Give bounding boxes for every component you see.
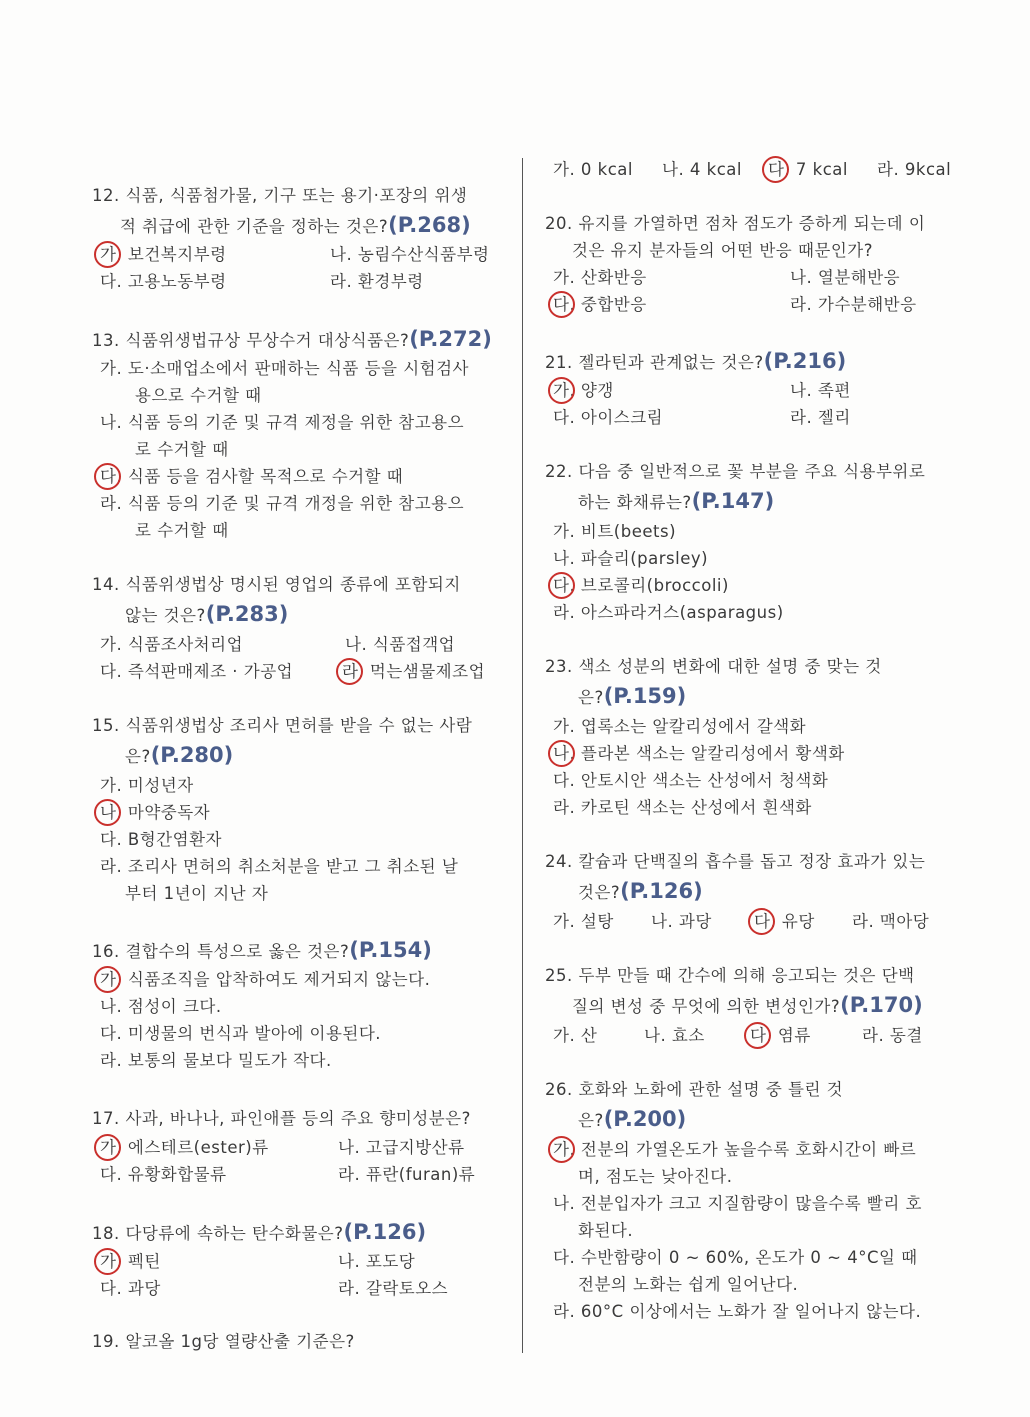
page-ref: (P.200) — [603, 1107, 687, 1131]
option: 나. 점성이 크다. — [100, 997, 222, 1016]
question-text: 21. 젤라틴과 관계없는 것은?(P.216) — [545, 349, 847, 373]
option: 라. 카로틴 색소는 산성에서 흰색화 — [553, 798, 812, 817]
question-text: 14. 식품위생법상 명시된 영업의 종류에 포함되지 — [92, 575, 461, 594]
option-cont: 로 수거할 때 — [135, 440, 229, 459]
option: 라. 아스파라거스(asparagus) — [553, 603, 784, 622]
page-ref: (P.159) — [603, 684, 687, 708]
question-text-cont: 하는 화채류는?(P.147) — [578, 489, 775, 513]
question-text: 16. 결합수의 특성으로 옳은 것은?(P.154) — [92, 938, 432, 962]
page-ref: (P.280) — [150, 743, 234, 767]
page-ref: (P.147) — [691, 489, 775, 513]
option: 나. 전분입자가 크고 지질함량이 많을수록 빨리 호 — [553, 1194, 922, 1213]
option-cont: 용으로 수거할 때 — [135, 386, 262, 405]
option: 다. 과당 — [100, 1279, 161, 1298]
option: 나. 족편 — [790, 381, 851, 400]
option: 가. 보건복지부령 — [100, 245, 227, 264]
option: 라. 동결 — [862, 1026, 923, 1045]
answer-circle — [94, 463, 121, 490]
question-text-cont: 은?(P.159) — [578, 684, 687, 708]
question-text: 19. 알코올 1g당 열량산출 기준은? — [92, 1332, 355, 1351]
option: 가. 산화반응 — [553, 268, 647, 287]
option: 나. 4 kcal — [662, 160, 742, 179]
option: 다. 즉석판매제조 · 가공업 — [100, 662, 294, 681]
option: 나. 과당 — [651, 912, 712, 931]
question-text: 25. 두부 만들 때 간수에 의해 응고되는 것은 단백 — [545, 966, 915, 985]
option: 가. 펙틴 — [100, 1252, 161, 1271]
option: 가. 식품조사처리업 — [100, 635, 244, 654]
option-cont: 로 수거할 때 — [135, 521, 229, 540]
option: 가. 엽록소는 알칼리성에서 갈색화 — [553, 717, 807, 736]
option: 다. 유황화합물류 — [100, 1165, 227, 1184]
option: 다. 안토시안 색소는 산성에서 청색화 — [553, 771, 829, 790]
question-text-cont: 것은 유지 분자들의 어떤 반응 때문인가? — [572, 241, 874, 260]
question-text-cont: 질의 변성 중 무엇에 의한 변성인가?(P.170) — [572, 993, 923, 1017]
option-cont: 전분의 노화는 쉽게 일어난다. — [578, 1275, 799, 1294]
page-ref: (P.154) — [349, 938, 432, 962]
answer-circle — [548, 1136, 575, 1163]
option: 다. 유당 — [754, 912, 815, 931]
option-cont: 화된다. — [578, 1221, 634, 1240]
question-text: 22. 다음 중 일반적으로 꽃 부분을 주요 식용부위로 — [545, 462, 926, 481]
question-text-cont: 것은?(P.126) — [578, 879, 703, 903]
question-text-cont: 적 취급에 관한 기준을 정하는 것은?(P.268) — [120, 213, 471, 237]
page-ref: (P.283) — [205, 602, 289, 626]
answer-circle — [94, 1248, 121, 1275]
option: 가. 식품조직을 압착하여도 제거되지 않는다. — [100, 970, 431, 989]
answer-circle — [94, 241, 121, 268]
option: 나. 식품 등의 기준 및 규격 제정을 위한 참고용으 — [100, 413, 465, 432]
option: 라. 9kcal — [877, 160, 952, 179]
answer-circle — [94, 799, 121, 826]
option: 라. 조리사 면허의 취소처분을 받고 그 취소된 날 — [100, 857, 459, 876]
page-ref: (P.272) — [409, 327, 492, 351]
option: 나. 플라본 색소는 알칼리성에서 황색화 — [553, 744, 845, 763]
question-text-cont: 은?(P.200) — [578, 1107, 687, 1131]
option: 나. 농림수산식품부령 — [330, 245, 490, 264]
option: 나. 파슬리(parsley) — [553, 549, 709, 568]
option: 다. 중합반응 — [553, 295, 647, 314]
option: 다. 브로콜리(broccoli) — [553, 576, 729, 595]
option: 나. 마약중독자 — [100, 803, 211, 822]
option: 라. 60°C 이상에서는 노화가 잘 일어나지 않는다. — [553, 1302, 922, 1321]
option: 다. 염류 — [750, 1026, 811, 1045]
option: 다. 식품 등을 검사할 목적으로 수거할 때 — [100, 467, 404, 486]
option: 나. 포도당 — [338, 1252, 416, 1271]
question-text: 23. 색소 성분의 변화에 대한 설명 중 맞는 것 — [545, 657, 882, 676]
answer-circle — [548, 572, 575, 599]
option: 가. 전분의 가열온도가 높을수록 호화시간이 빠르 — [553, 1140, 917, 1159]
question-text-cont: 은?(P.280) — [125, 743, 234, 767]
page-ref: (P.126) — [343, 1220, 427, 1244]
page-ref: (P.126) — [620, 879, 703, 903]
option: 가. 에스테르(ester)류 — [100, 1138, 269, 1157]
answer-circle — [744, 1022, 771, 1049]
option: 라. 식품 등의 기준 및 규격 개정을 위한 참고용으 — [100, 494, 465, 513]
option: 라. 갈락토오스 — [338, 1279, 449, 1298]
question-text: 20. 유지를 가열하면 점차 점도가 증하게 되는데 이 — [545, 214, 926, 233]
question-text: 26. 호화와 노화에 관한 설명 중 틀린 것 — [545, 1080, 844, 1099]
question-text: 17. 사과, 바나나, 파인애플 등의 주요 향미성분은? — [92, 1109, 471, 1128]
answer-circle — [94, 1134, 121, 1161]
option: 라. 젤리 — [790, 408, 851, 427]
option: 가. 산 — [553, 1026, 598, 1045]
answer-circle — [548, 291, 575, 318]
page-ref: (P.268) — [388, 213, 471, 237]
question-text: 15. 식품위생법상 조리사 면허를 받을 수 없는 사람 — [92, 716, 473, 735]
option: 라. 맥아당 — [852, 912, 930, 931]
option: 라. 보통의 물보다 밀도가 작다. — [100, 1051, 332, 1070]
option: 라. 퓨란(furan)류 — [338, 1165, 476, 1184]
answer-circle — [748, 908, 775, 935]
option: 가. 설탕 — [553, 912, 614, 931]
question-text: 18. 다당류에 속하는 탄수화물은?(P.126) — [92, 1220, 427, 1244]
answer-circle — [94, 966, 121, 993]
answer-circle — [762, 156, 789, 183]
answer-circle — [548, 377, 575, 404]
question-text: 24. 칼슘과 단백질의 흡수를 돕고 정장 효과가 있는 — [545, 852, 926, 871]
question-text: 13. 식품위생법규상 무상수거 대상식품은?(P.272) — [92, 327, 492, 351]
option-cont: 며, 점도는 낮아진다. — [578, 1167, 733, 1186]
option: 나. 열분해반응 — [790, 268, 901, 287]
answer-circle — [336, 658, 363, 685]
option: 라. 가수분해반응 — [790, 295, 917, 314]
question-text: 12. 식품, 식품첨가물, 기구 또는 용기·포장의 위생 — [92, 186, 468, 205]
page-ref: (P.170) — [840, 993, 923, 1017]
column-divider — [522, 158, 523, 1353]
option: 다. 아이스크림 — [553, 408, 664, 427]
option: 다. 미생물의 번식과 발아에 이용된다. — [100, 1024, 382, 1043]
option: 나. 식품접객업 — [345, 635, 456, 654]
option: 다. 수반함량이 0 ~ 60%, 온도가 0 ~ 4°C일 때 — [553, 1248, 918, 1267]
option: 가. 도·소매업소에서 판매하는 식품 등을 시험검사 — [100, 359, 469, 378]
option-cont: 부터 1년이 지난 자 — [125, 884, 269, 903]
option: 가. 미성년자 — [100, 776, 194, 795]
option: 나. 효소 — [644, 1026, 705, 1045]
page-ref: (P.216) — [763, 349, 847, 373]
option: 가. 0 kcal — [553, 160, 633, 179]
option: 가. 양갱 — [553, 381, 614, 400]
option: 라. 환경부령 — [330, 272, 424, 291]
option: 나. 고급지방산류 — [338, 1138, 465, 1157]
question-text-cont: 않는 것은?(P.283) — [125, 602, 289, 626]
option: 다. B형간염환자 — [100, 830, 222, 849]
option: 가. 비트(beets) — [553, 522, 677, 541]
option: 라. 먹는샘물제조업 — [342, 662, 486, 681]
option: 다. 7 kcal — [768, 160, 848, 179]
answer-circle — [548, 740, 575, 767]
option: 다. 고용노동부령 — [100, 272, 227, 291]
